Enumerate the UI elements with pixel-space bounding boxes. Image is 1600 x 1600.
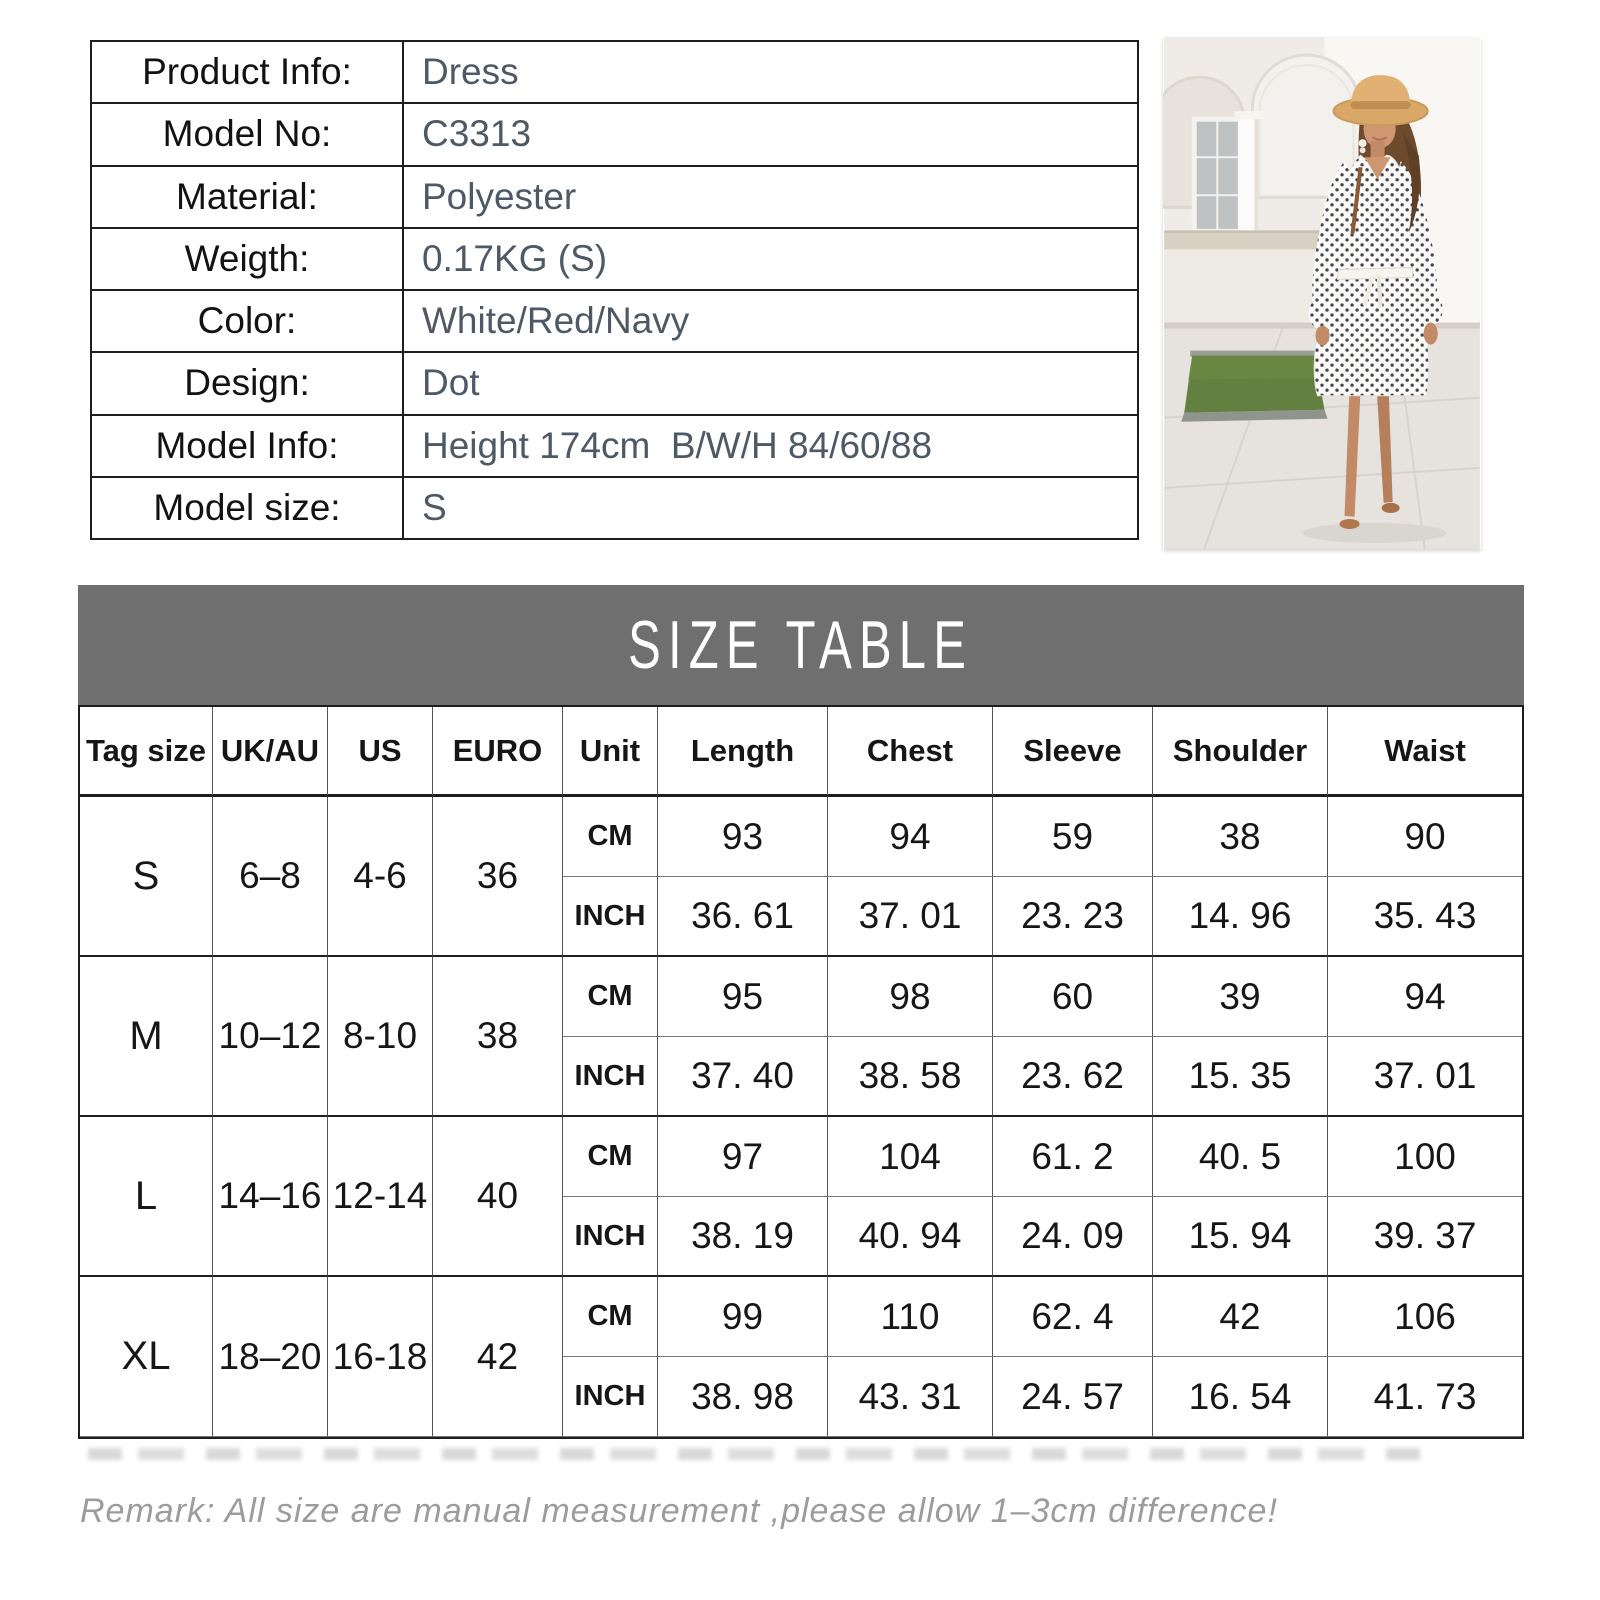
belt [1338, 267, 1413, 279]
size-cell: 36. 61 [658, 877, 828, 957]
size-cell: 37. 40 [658, 1037, 828, 1117]
info-label: Weigth: [92, 229, 404, 289]
info-row [92, 229, 1137, 291]
size-cell: 38. 98 [658, 1357, 828, 1437]
info-value: 0.17KG (S) [422, 237, 608, 279]
uk-au-cell: 10–12 [213, 957, 328, 1117]
info-value: Dot [422, 362, 480, 404]
size-cell: 39. 37 [1328, 1197, 1522, 1277]
euro-cell: 36 [433, 797, 563, 957]
us-cell: 12-14 [328, 1117, 433, 1277]
tag-size-cell: M [80, 957, 213, 1117]
wall-trim-band [1164, 230, 1324, 233]
size-cell: 90 [1328, 797, 1522, 877]
size-cell: 23. 23 [993, 877, 1153, 957]
info-row [92, 353, 1137, 415]
info-label: Material: [92, 167, 404, 227]
size-cell: 104 [828, 1117, 993, 1197]
size-cell: 16. 54 [1153, 1357, 1328, 1437]
tag-size-cell: S [80, 797, 213, 957]
faded-text-artifact [88, 1448, 1428, 1460]
size-cell: 41. 73 [1328, 1357, 1522, 1437]
column-header-tag-size: Tag size [80, 707, 213, 797]
size-cell: 35. 43 [1328, 877, 1522, 957]
euro-cell: 38 [433, 957, 563, 1117]
info-value: Polyester [422, 175, 577, 217]
size-cell: 60 [993, 957, 1153, 1037]
size-cell: 14. 96 [1153, 877, 1328, 957]
remark-text: Remark: All size are manual measurement ,please allow 1–3cm difference! [80, 1492, 1278, 1530]
info-value: C3313 [422, 113, 532, 155]
size-cell: 62. 4 [993, 1277, 1153, 1357]
us-cell: 4-6 [328, 797, 433, 957]
size-cell: 110 [828, 1277, 993, 1357]
size-cell: 23. 62 [993, 1037, 1153, 1117]
us-cell: 8-10 [328, 957, 433, 1117]
size-cell: 38 [1153, 797, 1328, 877]
size-cell: 38. 58 [828, 1037, 993, 1117]
info-label: Color: [92, 291, 404, 351]
size-cell: 43. 31 [828, 1357, 993, 1437]
info-row [92, 167, 1137, 229]
column-header-chest: Chest [828, 707, 993, 797]
euro-cell: 42 [433, 1277, 563, 1437]
size-cell: 93 [658, 797, 828, 877]
column-header-uk-au: UK/AU [213, 707, 328, 797]
size-cell: 38. 19 [658, 1197, 828, 1277]
grass-patch [1181, 351, 1327, 422]
tag-size-cell: L [80, 1117, 213, 1277]
info-value: White/Red/Navy [422, 300, 690, 342]
product-info-table [90, 40, 1139, 540]
size-cell: 37. 01 [1328, 1037, 1522, 1117]
info-row [92, 416, 1137, 478]
sleeve-cuff [1411, 292, 1443, 326]
size-cell: 39 [1153, 957, 1328, 1037]
unit-cell-cm: CM [563, 1117, 658, 1197]
size-cell: 100 [1328, 1117, 1522, 1197]
size-cell: 59 [993, 797, 1153, 877]
model-shadow [1302, 523, 1446, 543]
size-cell: 24. 57 [993, 1357, 1153, 1437]
unit-cell-inch: INCH [563, 877, 658, 957]
sleeve-cuff [1308, 297, 1340, 331]
us-cell: 16-18 [328, 1277, 433, 1437]
size-cell: 98 [828, 957, 993, 1037]
sandal [1382, 503, 1400, 513]
size-cell: 106 [1328, 1277, 1522, 1357]
earring [1360, 147, 1366, 153]
info-label: Product Info: [92, 42, 404, 102]
info-row [92, 478, 1137, 538]
size-table-title: SIZE TABLE [628, 607, 974, 683]
unit-cell-inch: INCH [563, 1037, 658, 1117]
unit-cell-cm: CM [563, 797, 658, 877]
size-cell: 42 [1153, 1277, 1328, 1357]
column-header-shoulder: Shoulder [1153, 707, 1328, 797]
column-header-us: US [328, 707, 433, 797]
uk-au-cell: 18–20 [213, 1277, 328, 1437]
size-cell: 40. 5 [1153, 1117, 1328, 1197]
column-header-unit: Unit [563, 707, 658, 797]
info-row [92, 42, 1137, 104]
info-label: Model size: [92, 478, 404, 538]
size-cell: 94 [828, 797, 993, 877]
info-row [92, 104, 1137, 166]
info-label: Model Info: [92, 416, 404, 476]
size-cell: 40. 94 [828, 1197, 993, 1277]
size-table [78, 705, 1524, 1439]
euro-cell: 40 [433, 1117, 563, 1277]
column-header-length: Length [658, 707, 828, 797]
size-cell: 61. 2 [993, 1117, 1153, 1197]
size-cell: 97 [658, 1117, 828, 1197]
unit-cell-inch: INCH [563, 1197, 658, 1277]
earring [1359, 139, 1367, 147]
tag-size-cell: XL [80, 1277, 213, 1437]
info-row [92, 291, 1137, 353]
size-cell: 94 [1328, 957, 1522, 1037]
uk-au-cell: 14–16 [213, 1117, 328, 1277]
size-cell: 24. 09 [993, 1197, 1153, 1277]
info-value: Dress [422, 51, 519, 93]
sandal [1340, 519, 1360, 529]
size-cell: 15. 94 [1153, 1197, 1328, 1277]
uk-au-cell: 6–8 [213, 797, 328, 957]
size-table-banner [78, 585, 1524, 705]
column-header-waist: Waist [1328, 707, 1522, 797]
column-header-euro: EURO [433, 707, 563, 797]
product-photo-image [1163, 37, 1481, 549]
size-cell: 37. 01 [828, 877, 993, 957]
unit-cell-cm: CM [563, 1277, 658, 1357]
size-cell: 15. 35 [1153, 1037, 1328, 1117]
hand [1424, 323, 1438, 345]
hat-band [1351, 101, 1411, 109]
info-label: Design: [92, 353, 404, 413]
info-value: S [422, 486, 447, 528]
size-cell: 95 [658, 957, 828, 1037]
hand [1315, 326, 1329, 346]
info-label: Model No: [92, 104, 404, 164]
unit-cell-cm: CM [563, 957, 658, 1037]
info-value: Height 174cm B/W/H 84/60/88 [422, 424, 933, 466]
unit-cell-inch: INCH [563, 1357, 658, 1437]
size-cell: 99 [658, 1277, 828, 1357]
column-header-sleeve: Sleeve [993, 707, 1153, 797]
